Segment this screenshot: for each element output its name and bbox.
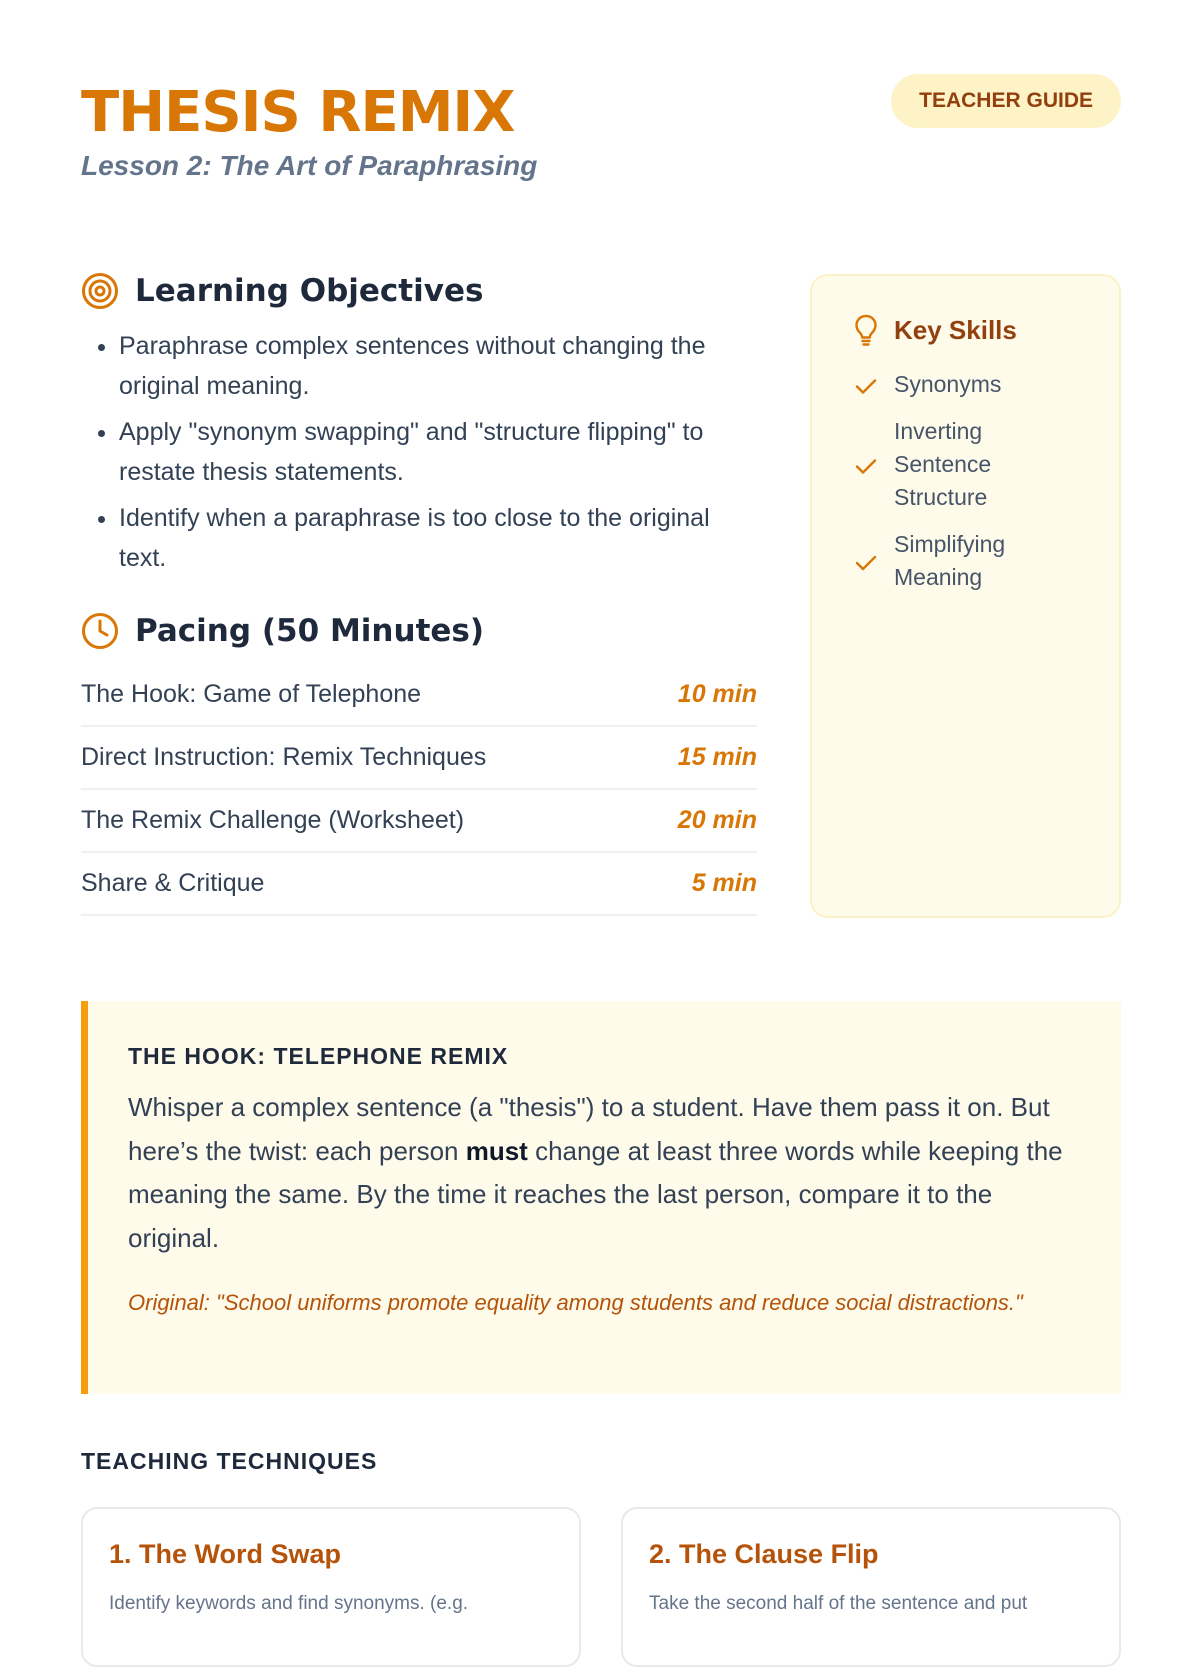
key-skills-list (854, 368, 1119, 594)
objectives-header (81, 272, 757, 310)
teacher-guide-badge: TEACHER GUIDE (891, 74, 1121, 128)
pacing-activity: The Hook: Game of Telephone (81, 680, 422, 708)
skill-item (854, 368, 1119, 401)
pacing-row (81, 664, 757, 727)
pacing-list (81, 664, 757, 916)
key-skills-heading: Key Skills (894, 314, 1017, 345)
hook-body-start: Whisper a complex sentence (a "thesis") to a student. Have them pass it on. But here’s the twist: each person (128, 1092, 1050, 1166)
objectives-heading: Learning Objectives (135, 273, 484, 309)
clock-icon (81, 612, 119, 650)
skill-label: Simplifying Meaning (894, 531, 1006, 590)
pacing-duration: 5 min (691, 869, 757, 897)
hook-body (128, 1086, 1081, 1260)
technique-card (621, 1507, 1121, 1667)
key-skills-header (854, 314, 1119, 346)
page-subtitle: Lesson 2: The Art of Paraphrasing (81, 150, 538, 181)
hook-callout (81, 1001, 1121, 1394)
lightbulb-icon (854, 314, 878, 346)
objectives-list (81, 326, 757, 578)
pacing-row (81, 790, 757, 853)
target-icon (81, 272, 119, 310)
techniques-heading: TEACHING TECHNIQUES (81, 1448, 378, 1474)
pacing-activity: Direct Instruction: Remix Techniques (81, 743, 487, 771)
objective-item: • Identify when a paraphrase is too close to the original text. (119, 498, 757, 578)
pacing-duration: 20 min (677, 806, 757, 834)
skill-label: Inverting Sentence Structure (894, 418, 992, 510)
pacing-duration: 15 min (677, 743, 757, 771)
pacing-row (81, 853, 757, 916)
skill-label: Synonyms (894, 371, 1002, 397)
technique-title: 2. The Clause Flip (649, 1539, 879, 1569)
hook-heading: THE HOOK: TELEPHONE REMIX (128, 1043, 509, 1069)
objective-item: • Paraphrase complex sentences without changing the original meaning. (119, 326, 757, 406)
skill-item (854, 528, 1119, 594)
pacing-duration: 10 min (677, 680, 757, 708)
pacing-header (81, 612, 757, 650)
hook-original-sentence: Original: "School uniforms promote equality among students and reduce social distractions." (128, 1290, 1023, 1315)
objective-item: • Apply "synonym swapping" and "structure flipping" to restate thesis statements. (119, 412, 757, 492)
left-column (81, 272, 757, 916)
hook-body-end: change at least three words while keeping the meaning the same. By the time it reaches the last person, compare it to the original. (128, 1135, 1063, 1253)
check-icon (854, 419, 878, 514)
technique-card (81, 1507, 581, 1667)
technique-title: 1. The Word Swap (109, 1539, 342, 1569)
hook-body-emphasis: must (465, 1135, 528, 1166)
pacing-activity: The Remix Challenge (Worksheet) (81, 806, 465, 834)
check-icon (854, 532, 878, 594)
skill-item (854, 415, 1119, 514)
page-title: THESIS REMIX (81, 80, 515, 145)
pacing-row (81, 727, 757, 790)
pacing-heading: Pacing (50 Minutes) (135, 613, 485, 649)
technique-text: Take the second half of the sentence and put (649, 1593, 1028, 1614)
pacing-activity: Share & Critique (81, 869, 265, 897)
check-icon (854, 372, 878, 401)
key-skills-card (810, 274, 1121, 918)
technique-text: Identify keywords and find synonyms. (e.g. (109, 1593, 469, 1614)
